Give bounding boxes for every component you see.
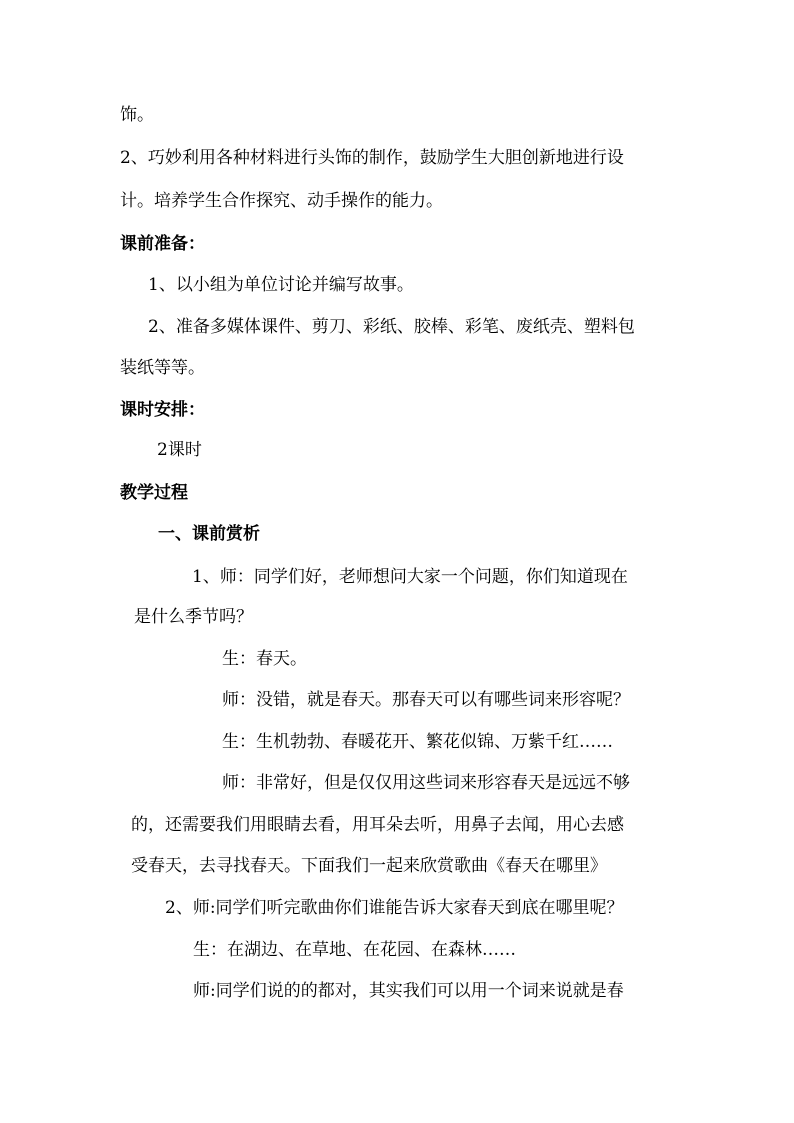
paragraph-line: 2课时	[157, 440, 202, 460]
dialogue-line: 师：没错，就是春天。那春天可以有哪些词来形容呢？	[222, 690, 630, 710]
paragraph-line: 2、师:同学们听完歌曲你们谁能告诉大家春天到底在哪里呢？	[165, 898, 624, 918]
dialogue-line: 生：在湖边、在草地、在花园、在森林……	[193, 940, 516, 960]
section-heading: 教学过程	[120, 483, 188, 503]
paragraph-line: 装纸等等。	[120, 358, 205, 378]
list-item: 2、准备多媒体课件、剪刀、彩纸、胶棒、彩笔、废纸壳、塑料包	[148, 317, 635, 337]
subsection-heading: 一、课前赏析	[158, 524, 260, 544]
paragraph-line: 饰。	[120, 105, 154, 125]
dialogue-line: 生：生机勃勃、春暖花开、繁花似锦、万紫千红……	[222, 732, 613, 752]
dialogue-line: 师:同学们说的的都对，其实我们可以用一个词来说就是春	[193, 981, 624, 1001]
paragraph-line: 的，还需要我们用眼睛去看，用耳朵去听，用鼻子去闻，用心去感	[131, 815, 624, 835]
paragraph-line: 是什么季节吗？	[134, 607, 253, 627]
paragraph-line: 1、师：同学们好，老师想问大家一个问题，你们知道现在	[192, 567, 628, 587]
dialogue-line: 生：春天。	[222, 649, 307, 669]
section-heading: 课前准备：	[120, 234, 205, 254]
dialogue-line: 师：非常好，但是仅仅用这些词来形容春天是远远不够	[222, 773, 630, 793]
paragraph-line: 2、巧妙利用各种材料进行头饰的制作，鼓励学生大胆创新地进行设	[120, 148, 624, 168]
paragraph-line: 受春天，去寻找春天。下面我们一起来欣赏歌曲《春天在哪里》	[131, 856, 607, 876]
paragraph-line: 计。培养学生合作探究、动手操作的能力。	[120, 191, 443, 211]
list-item: 1、以小组为单位讨论并编写故事。	[148, 275, 414, 295]
section-heading: 课时安排：	[120, 400, 205, 420]
